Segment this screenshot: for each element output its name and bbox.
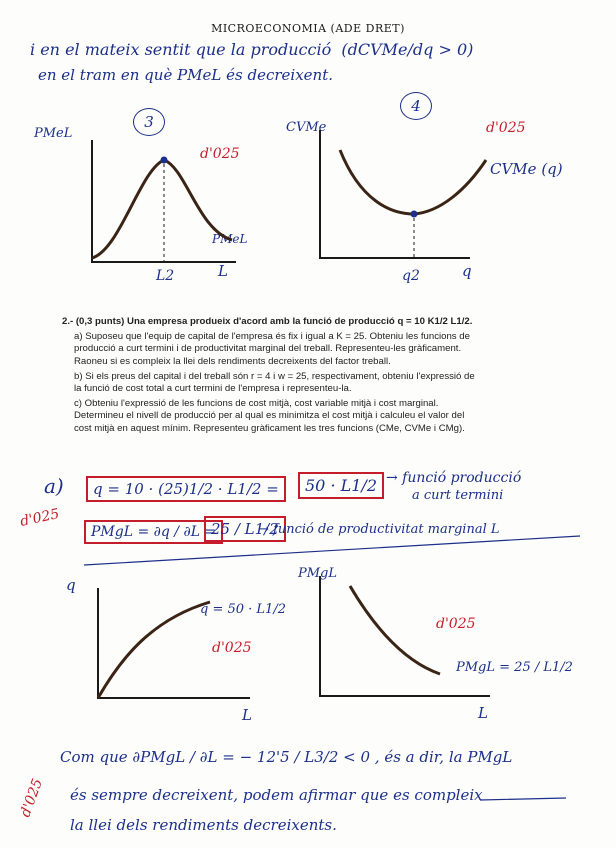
answer-eq2-result: 25 / L1/2 xyxy=(204,516,286,542)
answer-eq1-result: 50 · L1/2 xyxy=(298,472,384,499)
top-note-text1: i en el mateix sentit que la producció xyxy=(30,40,332,59)
graph-pmg-curve xyxy=(350,586,440,674)
question-b-line: b) Si els preus del capital i del treball són r = 4 i w = 25, respectivament, obteniu l'expressió de xyxy=(74,370,475,382)
conclusion-underline xyxy=(480,798,566,800)
graph3-max-point xyxy=(161,157,168,164)
page-header: MICROECONOMIA (ADE DRET) xyxy=(211,22,405,35)
top-note-line1: i en el mateix sentit que la producció (dCVMe/dq > 0) xyxy=(30,40,474,59)
graph-q-curve-label: q = 50 · L1/2 xyxy=(200,602,286,617)
answer-eq2-note: → funció de productivitat marginal L xyxy=(258,522,500,537)
question-c-line: c) Obteniu l'expressió de les funcions de cost mitjà, cost variable mitjà i cost marginal. xyxy=(74,398,439,410)
graph-pmg-score: d'025 xyxy=(436,616,476,632)
graph-q-y-label: q xyxy=(66,576,76,594)
graph4-number: 4 xyxy=(400,92,432,120)
graph3-y-label: PMeL xyxy=(34,126,73,141)
graph3-curve-label: PMeL xyxy=(212,232,248,246)
graph4-y-label: CVMe xyxy=(286,120,327,135)
graph-q-curve xyxy=(98,602,210,698)
question-a-line: producció a curt termini i de productivitat marginal del treball. Representeu-les gràficament. xyxy=(74,343,462,355)
conclusion-line1: Com que ∂PMgL / ∂L = − 12'5 / L3/2 < 0 , és a dir, la PMgL xyxy=(60,748,513,766)
graph4-tick: q2 xyxy=(402,268,420,284)
graph-q-score: d'025 xyxy=(212,640,252,656)
graph-pmg-x-label: L xyxy=(478,704,488,722)
top-note-line2: en el tram en què PMeL és decreixent. xyxy=(38,66,334,84)
top-note-condition: dCVMe/dq > 0 xyxy=(347,40,468,59)
graph4-score: d'025 xyxy=(486,120,526,136)
answer-a-label: a) xyxy=(44,474,64,498)
graph4-curve-label: CVMe (q) xyxy=(490,160,563,178)
answer-eq2-left: PMgL = ∂q / ∂L = xyxy=(91,524,217,540)
graph-q-axes xyxy=(98,588,250,698)
graph4-min-point xyxy=(411,211,418,218)
conclusion-line3: la llei dels rendiments decreixents. xyxy=(70,816,337,834)
graph3-x-label: L xyxy=(218,262,228,280)
graph3-score: d'025 xyxy=(200,146,240,162)
graph4-x-label: q xyxy=(462,262,472,280)
graph4-axes xyxy=(320,130,470,258)
eq2-underline xyxy=(84,536,580,565)
graph-pmg-curve-label: PMgL = 25 / L1/2 xyxy=(456,660,573,675)
graph-q-x-label: L xyxy=(242,706,252,724)
question-heading: 2.- (0,3 punts) Una empresa produeix d'acord amb la funció de producció q = 10 K1/2 L1/2. xyxy=(62,316,473,327)
graph4-curve xyxy=(340,150,486,214)
graph3-tick: L2 xyxy=(156,268,175,284)
question-a-line: Raoneu si es compleix la llei dels rendiments decreixents del factor treball. xyxy=(74,355,391,367)
graph3-curve xyxy=(92,160,232,258)
answer-eq1-note1: → funció producció xyxy=(386,470,522,486)
answer-score1: d'025 xyxy=(18,506,61,530)
graph3-number: 3 xyxy=(133,108,165,136)
conclusion-score: d'025 xyxy=(17,776,47,820)
answer-eq1-left: q = 10 · (25)1/2 · L1/2 = xyxy=(93,480,279,498)
graph-pmg-y-label: PMgL xyxy=(298,566,338,581)
question-c-line: cost mitjà en aquest mínim. Representeu gràficament les tres funcions (CMe, CVMe i CMg). xyxy=(74,422,465,434)
question-a-line: a) Suposeu que l'equip de capital de l'empresa és fix i igual a K = 25. Obteniu les funcions de xyxy=(74,331,470,343)
question-c-line: Determineu el nivell de producció per al qual es minimitza el cost mitjà i calculeu el valor del xyxy=(74,410,465,422)
conclusion-line2: és sempre decreixent, podem afirmar que es compleix xyxy=(70,786,483,804)
answer-eq1-note2: a curt termini xyxy=(412,488,504,503)
question-b-line: la funció de cost total a curt termini de l'empresa i representeu-la. xyxy=(74,383,352,395)
graph-pmg-axes xyxy=(320,576,490,696)
